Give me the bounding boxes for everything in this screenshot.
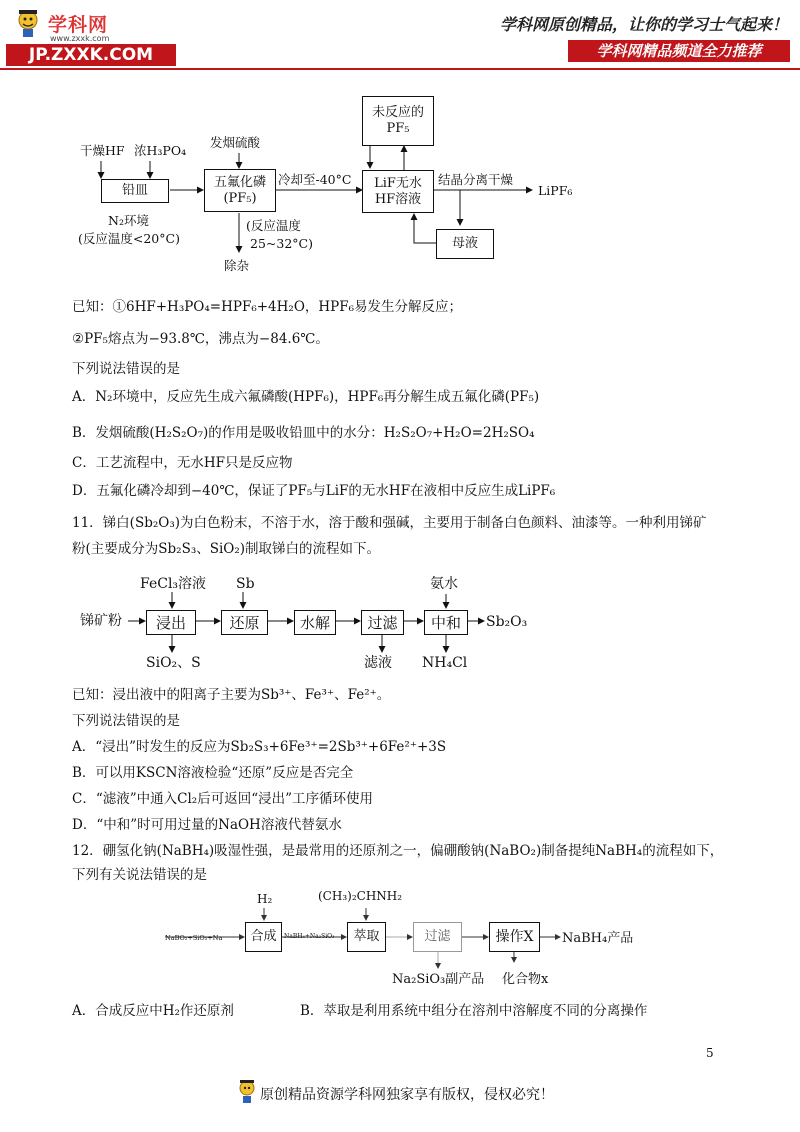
- flow2-input-fecl3: FeCl₃溶液: [140, 576, 207, 592]
- flow2-output-nh4cl: NH₄Cl: [422, 655, 468, 671]
- logo-text: 学科网: [48, 14, 109, 36]
- flow3-compound-x: 化合物x: [502, 972, 549, 987]
- flow3-step-synthesis: 合成: [245, 922, 282, 952]
- flow3-mid: NaBH₄+Na₂SiO₃: [284, 933, 335, 940]
- page-number: 5: [706, 1046, 714, 1060]
- q10-option-c: C．工艺流程中，无水HF只是反应物: [72, 455, 293, 471]
- flow2-step-leach: 浸出: [146, 610, 196, 635]
- q12-stem-2: 下列有关说法错误的是: [72, 867, 207, 883]
- flow2-step-hydrolysis: 水解: [294, 610, 336, 635]
- flow1-input-h3po4: 浓H₃PO₄: [134, 143, 187, 158]
- q10-known-2: ②PF₅熔点为−93.8℃，沸点为−84.6℃。: [72, 331, 329, 347]
- flow1-box-unreacted: 未反应的 PF₅: [362, 96, 434, 146]
- logo-domain: www.zxxk.com: [50, 34, 110, 43]
- q12-option-b: B．萃取是利用系统中组分在溶剂中溶解度不同的分离操作: [300, 1003, 648, 1019]
- flow1-input-oleum: 发烟硫酸: [210, 135, 261, 150]
- q11-ask: 下列说法错误的是: [72, 713, 180, 729]
- q12-option-a: A．合成反应中H₂作还原剂: [72, 1003, 234, 1019]
- flow2-output-residue: SiO₂、S: [146, 655, 201, 671]
- q12-stem-1: 12．硼氢化钠(NaBH₄)吸湿性强，是最常用的还原剂之一，偏硼酸钠(NaBO₂)制备提纯NaBH₄的流程如下，: [72, 843, 724, 859]
- flow2-step-filter: 过滤: [361, 610, 404, 635]
- flow1-input-hf: 干燥HF: [80, 143, 125, 158]
- flow2-output-filtrate: 滤液: [364, 655, 392, 671]
- q10-stem: 下列说法错误的是: [72, 361, 180, 377]
- footer-mascot-icon: [236, 1078, 258, 1104]
- flow1-remove-impurity: 除杂: [224, 258, 250, 273]
- flow2-step-neutralize: 中和: [424, 610, 468, 635]
- flow1-box-lif-hf: LiF无水 HF溶液: [362, 170, 434, 213]
- flow3-byproduct: Na₂SiO₃副产品: [392, 972, 485, 987]
- q11-option-c: C．“滤液”中通入Cl₂后可返回“浸出”工序循环使用: [72, 791, 373, 807]
- flow1-crystal-label: 结晶分离干燥: [438, 172, 514, 187]
- flow1-n2-condition: (反应温度<20°C): [78, 231, 180, 246]
- flow2-input-sb: Sb: [236, 576, 255, 592]
- flow2-product: Sb₂O₃: [486, 614, 528, 630]
- q10-option-b: B．发烟硫酸(H₂S₂O₇)的作用是吸收铅皿中的水分：H₂S₂O₇+H₂O=2H₂SO₄: [72, 425, 535, 441]
- header-banner: 学科网精品频道全力推荐: [568, 40, 790, 62]
- flow3-input-h2: H₂: [257, 892, 273, 906]
- flow2-start: 锑矿粉: [80, 613, 122, 629]
- flow1-cond2-line1: (反应温度: [246, 218, 301, 233]
- q11-stem-2: 粉(主要成分为Sb₂S₃、SiO₂)制取锑白的流程如下。: [72, 541, 381, 557]
- q10-option-d: D．五氟化磷冷却到−40℃，保证了PF₅与LiF的无水HF在液相中反应生成LiPF₆: [72, 483, 556, 499]
- q10-option-a: A．N₂环境中，反应先生成六氟磷酸(HPF₆)，HPF₆再分解生成五氟化磷(PF₅): [72, 389, 540, 405]
- footer-copyright: 原创精品资源学科网独家享有版权，侵权必究！: [260, 1087, 554, 1103]
- flow1-box-pf5: 五氟化磷 (PF₅): [204, 169, 276, 212]
- q10-known-1: 已知：①6HF+H₃PO₄=HPF₆+4H₂O，HPF₆易发生分解反应；: [72, 299, 463, 315]
- header-slogan: 学科网原创精品，让你的学习士气起来！: [499, 15, 788, 34]
- q11-option-d: D．“中和”时可用过量的NaOH溶液代替氨水: [72, 817, 342, 833]
- q11-known: 已知：浸出液中的阳离子主要为Sb³⁺、Fe³⁺、Fe²⁺。: [72, 687, 391, 703]
- flow2-input-ammonia: 氨水: [430, 576, 458, 592]
- flow1-cool-label: 冷却至-40°C: [278, 172, 352, 187]
- flow1-n2-env: N₂环境: [108, 213, 149, 228]
- flow3-step-extract: 萃取: [347, 922, 386, 952]
- flow1-cond2-line2: 25~32°C): [250, 236, 313, 251]
- logo-url-banner: JP.ZXXK.COM: [6, 44, 176, 66]
- flow1-box-lead-dish: 铅皿: [101, 179, 169, 203]
- flow3-product: NaBH₄产品: [562, 931, 634, 946]
- q11-option-a: A．“浸出”时发生的反应为Sb₂S₃+6Fe³⁺=2Sb³⁺+6Fe²⁺+3S: [72, 739, 447, 755]
- flow1-product: LiPF₆: [538, 183, 573, 198]
- flow3-start: NaBO₂+SiO₂+Na: [165, 934, 223, 942]
- q11-option-b: B．可以用KSCN溶液检验“还原”反应是否完全: [72, 765, 354, 781]
- flow2-step-reduce: 还原: [221, 610, 268, 635]
- flow3-step-filter: 过滤: [413, 922, 462, 952]
- q11-stem-1: 11．锑白(Sb₂O₃)为白色粉末，不溶于水，溶于酸和强碱，主要用于制备白色颜料、油漆等。一种利用锑矿: [72, 515, 707, 531]
- flow3-step-operation-x: 操作X: [489, 922, 540, 952]
- flow1-box-mother-liquor: 母液: [436, 229, 494, 259]
- flow3-input-amine: (CH₃)₂CHNH₂: [318, 889, 403, 903]
